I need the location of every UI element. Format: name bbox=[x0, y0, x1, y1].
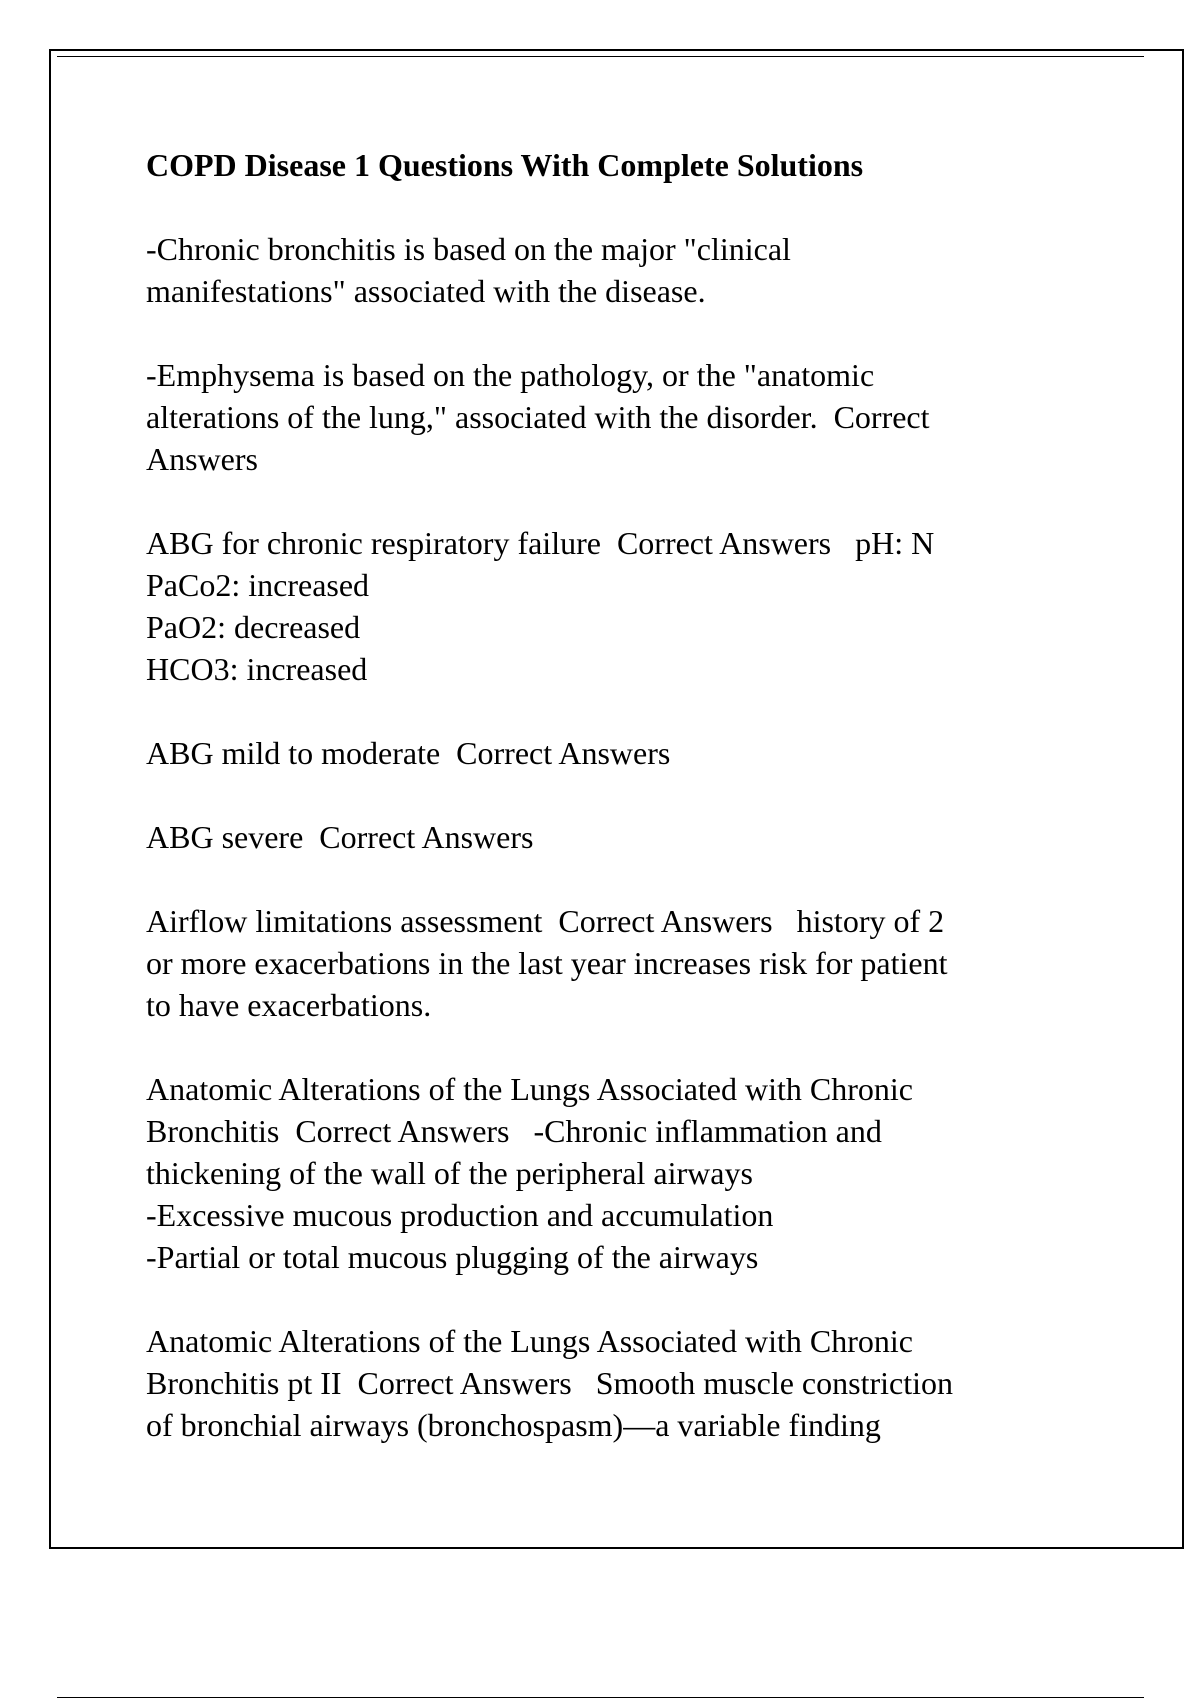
document-title: COPD Disease 1 Questions With Complete Solutions bbox=[146, 147, 864, 183]
qa-entry bbox=[146, 228, 1086, 312]
entry-line: -Chronic bronchitis is based on the major "clinical bbox=[146, 231, 791, 267]
qa-entry bbox=[146, 732, 1086, 774]
entry-line: -Excessive mucous production and accumulation bbox=[146, 1197, 774, 1233]
entry-line: alterations of the lung," associated with the disorder. Correct bbox=[146, 399, 930, 435]
entry-line: PaCo2: increased bbox=[146, 567, 370, 603]
entry-line: Answers bbox=[146, 441, 258, 477]
entry-line: or more exacerbations in the last year increases risk for patient bbox=[146, 945, 948, 981]
entry-line: PaO2: decreased bbox=[146, 609, 361, 645]
entry-line: thickening of the wall of the peripheral airways bbox=[146, 1155, 753, 1191]
entry-line: Airflow limitations assessment Correct Answers history of 2 bbox=[146, 903, 945, 939]
entry-line: HCO3: increased bbox=[146, 651, 368, 687]
entry-line: -Partial or total mucous plugging of the airways bbox=[146, 1239, 759, 1275]
entry-line: manifestations" associated with the disease. bbox=[146, 273, 706, 309]
entry-line: Bronchitis Correct Answers -Chronic inflammation and bbox=[146, 1113, 882, 1149]
footer-rule bbox=[57, 1697, 1144, 1698]
qa-entry bbox=[146, 522, 1086, 690]
entry-line: Bronchitis pt II Correct Answers Smooth muscle constriction bbox=[146, 1365, 953, 1401]
qa-entry bbox=[146, 1068, 1086, 1278]
entry-line: Anatomic Alterations of the Lungs Associated with Chronic bbox=[146, 1323, 913, 1359]
entry-line: ABG mild to moderate Correct Answers bbox=[146, 735, 671, 771]
entry-line: of bronchial airways (bronchospasm)—a variable finding bbox=[146, 1407, 881, 1443]
document-body bbox=[146, 144, 1086, 1488]
entry-line: to have exacerbations. bbox=[146, 987, 432, 1023]
header-rule bbox=[57, 56, 1144, 57]
entry-line: Anatomic Alterations of the Lungs Associated with Chronic bbox=[146, 1071, 913, 1107]
entry-line: ABG for chronic respiratory failure Correct Answers pH: N bbox=[146, 525, 935, 561]
qa-entry bbox=[146, 816, 1086, 858]
entry-line: -Emphysema is based on the pathology, or the "anatomic bbox=[146, 357, 875, 393]
qa-entry bbox=[146, 900, 1086, 1026]
entry-line: ABG severe Correct Answers bbox=[146, 819, 534, 855]
qa-entry bbox=[146, 1320, 1086, 1446]
qa-entry bbox=[146, 354, 1086, 480]
